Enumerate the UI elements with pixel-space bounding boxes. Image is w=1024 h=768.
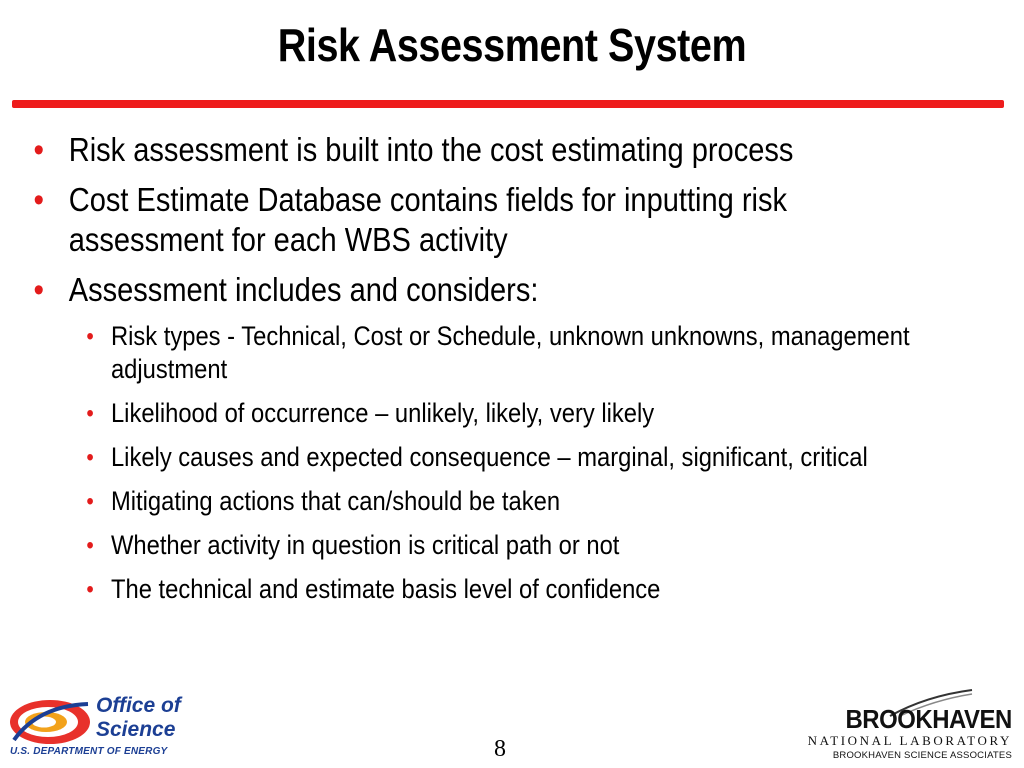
- sub-bullet-icon: •: [86, 323, 94, 350]
- bullet-item: [30, 270, 910, 310]
- sub-bullet-item: [30, 573, 910, 606]
- sub-bullet-text: Risk types - Technical, Cost or Schedule, unknown unknowns, management adjustment: [110, 321, 910, 384]
- sub-bullet-list: [30, 320, 910, 606]
- slide-content: [30, 130, 910, 617]
- slide-title: Risk Assessment System: [277, 19, 747, 71]
- brookhaven-associates: BROOKHAVEN SCIENCE ASSOCIATES: [832, 750, 1012, 761]
- bullet-text: Cost Estimate Database contains fields for inputting risk assessment for each WBS activity: [68, 181, 787, 258]
- title-divider: [12, 100, 1004, 108]
- sub-bullet-text: Likely causes and expected consequence – marginal, significant, critical: [110, 442, 868, 472]
- sub-bullet-icon: •: [86, 488, 94, 515]
- sub-bullet-icon: •: [86, 532, 94, 559]
- sub-bullet-icon: •: [86, 444, 94, 471]
- sub-bullet-text: Whether activity in question is critical path or not: [110, 530, 620, 560]
- page-number: 8: [494, 736, 506, 762]
- bullet-text: Risk assessment is built into the cost estimating process: [68, 131, 794, 168]
- doe-logo-line2: Science: [96, 718, 176, 741]
- sub-bullet-item: [30, 320, 910, 386]
- bullet-list: [30, 130, 910, 310]
- sub-bullet-text: Mitigating actions that can/should be taken: [110, 486, 561, 516]
- sub-bullet-text: Likelihood of occurrence – unlikely, likely, very likely: [110, 398, 655, 428]
- bullet-icon: •: [33, 181, 44, 219]
- sub-bullet-item: [30, 397, 910, 430]
- doe-logo-subtitle: U.S. DEPARTMENT OF ENERGY: [10, 746, 168, 757]
- bullet-icon: •: [33, 271, 44, 309]
- sub-bullet-item: [30, 529, 910, 562]
- brookhaven-name: BROOKHAVEN: [845, 704, 1012, 734]
- sub-bullet-item: [30, 485, 910, 518]
- doe-swirl-icon: [8, 696, 92, 748]
- office-of-science-logo: [8, 694, 213, 762]
- bullet-icon: •: [33, 131, 44, 169]
- sub-bullet-icon: •: [86, 400, 94, 427]
- doe-logo-line1: Office of: [96, 694, 181, 717]
- bullet-item: [30, 130, 910, 170]
- sub-bullet-text: The technical and estimate basis level of confidence: [110, 574, 661, 604]
- bullet-item: [30, 180, 910, 260]
- bullet-text: Assessment includes and considers:: [68, 271, 539, 308]
- brookhaven-logo: [796, 690, 1016, 764]
- sub-bullet-item: [30, 441, 910, 474]
- sub-bullet-icon: •: [86, 576, 94, 603]
- brookhaven-lab: NATIONAL LABORATORY: [807, 733, 1012, 748]
